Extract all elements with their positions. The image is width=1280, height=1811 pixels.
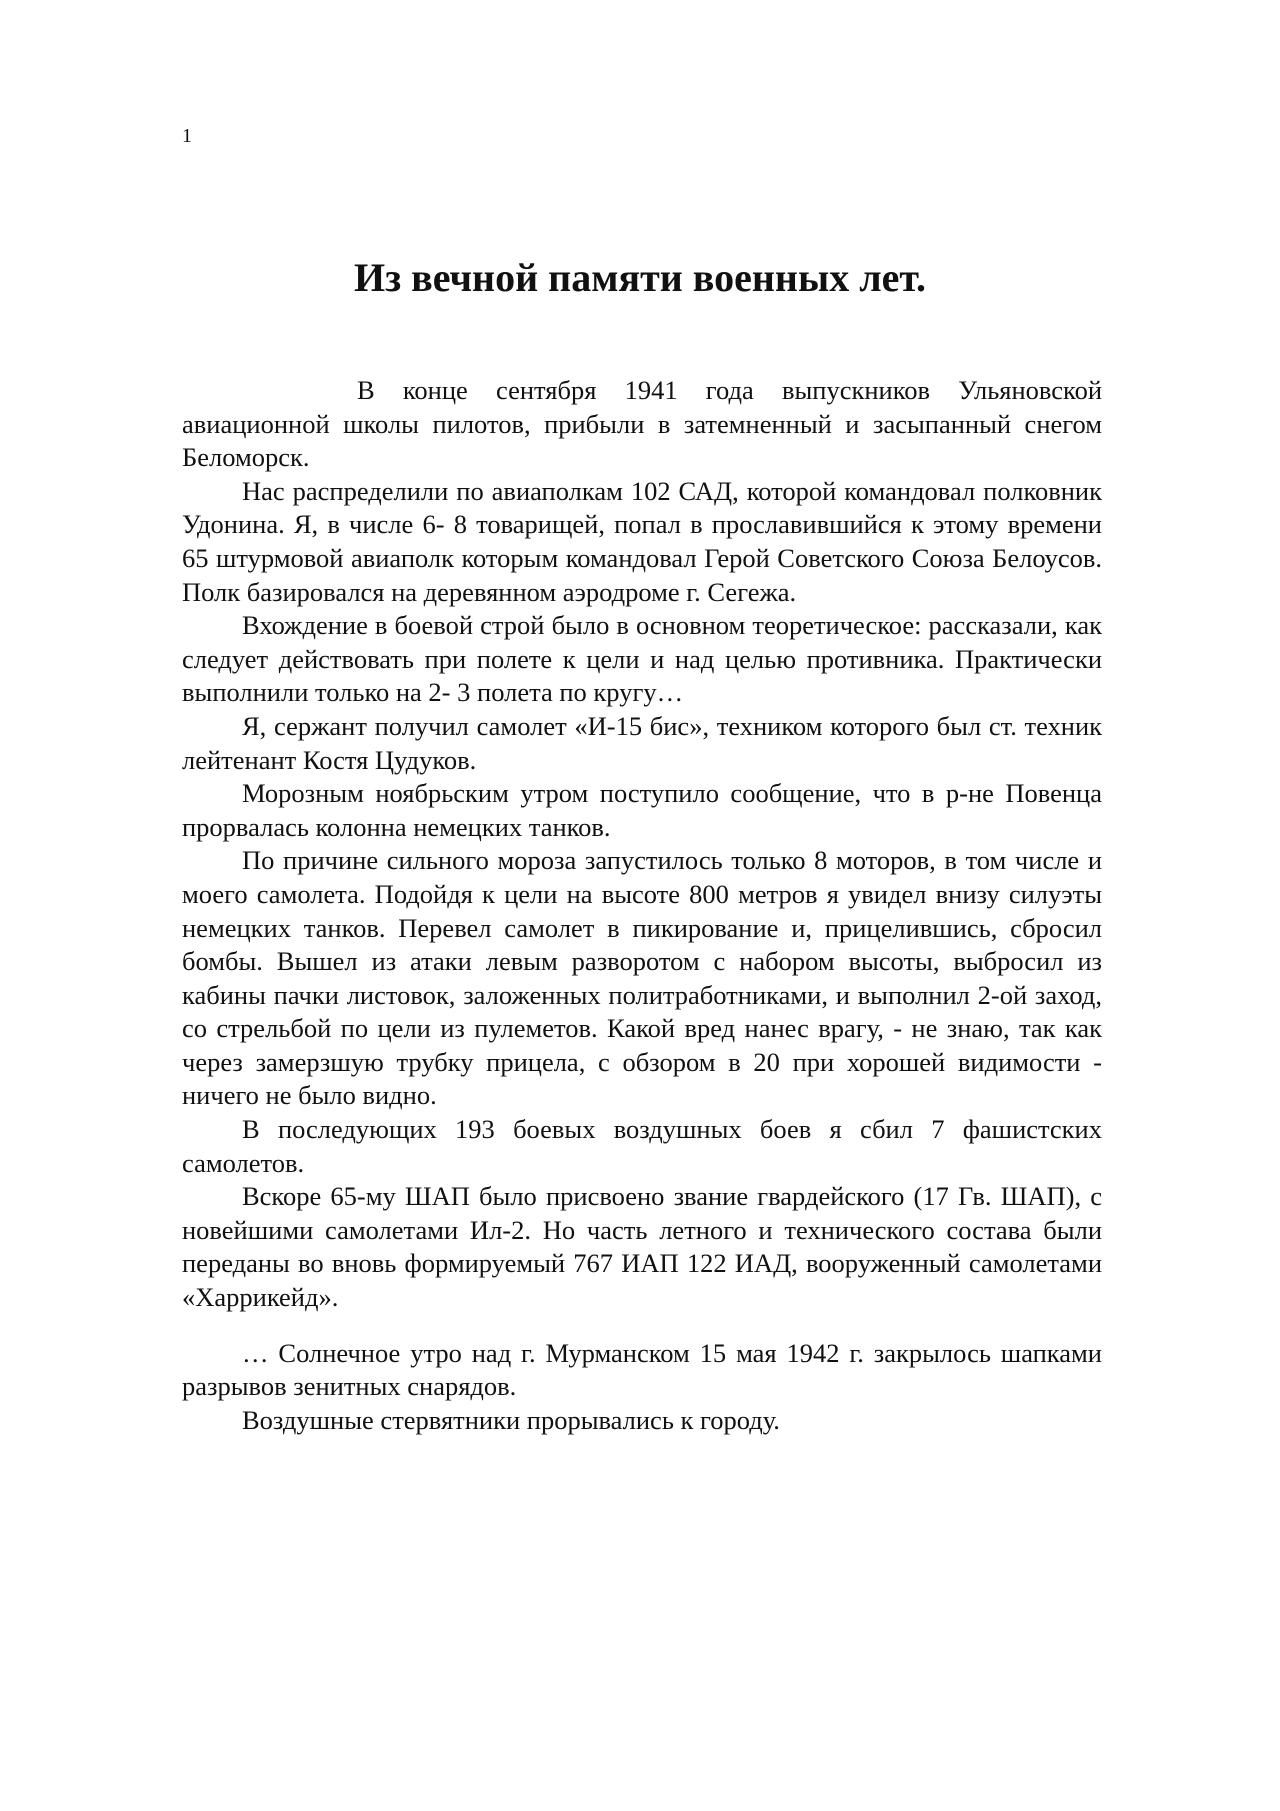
paragraph: Я, сержант получил самолет «И-15 бис», техником которого был ст. техник лейтенант Костя Цудуков. bbox=[182, 710, 1102, 775]
paragraph: Морозным ноябрьским утром поступило сообщение, что в р-не Повенца прорвалась колонна немецких танков. bbox=[182, 778, 1102, 842]
paragraph: Воздушные стервятники прорывались к городу. bbox=[242, 1404, 780, 1435]
paragraph: … Солнечное утро над г. Мурманском 15 мая 1942 г. закрылось шапками разрывов зенитных снарядов. bbox=[182, 1337, 1102, 1402]
paragraph: Нас распределили по авиаполкам 102 САД, которой командовал полковник Удонина. Я, в числе 6- 8 товарищей, попал в прославившийся к этому времени 65 штурмовой авиаполк которым командовал Герой Советского Союза Белоусов. Полк базировался на деревянном аэродроме г. Сегежа. bbox=[182, 475, 1102, 607]
paragraph: По причине сильного мороза запустилось только 8 моторов, в том числе и моего самолета. Подойдя к цели на высоте 800 метров я увидел внизу силуэты немецких танков. Перевел самолет в пикирование и, прицелившись, сбросил бомбы. Вышел из атаки левым разворотом с набором высоты, выбросил из кабины пачки листовок, заложенных политработниками, и выполнил 2-ой заход, со стрельбой по цели из пулеметов. Какой вред нанес врагу, - не знаю, так как через замерзшую трубку прицела, с обзором в 20 при хорошей видимости - ничего не было видно. bbox=[182, 845, 1102, 1111]
document-title: Из вечной памяти военных лет. bbox=[353, 255, 927, 300]
paragraph: В конце сентября 1941 года выпускников Ульяновской авиационной школы пилотов, прибыли в затемненный и засыпанный снегом Беломорск. bbox=[182, 375, 1102, 473]
page-number: 1 bbox=[182, 125, 192, 147]
paragraph: Вскоре 65-му ШАП было присвоено звание гвардейского (17 Гв. ШАП), с новейшими самолетами Ил-2. Но часть летного и технического состава были переданы во вновь формируемый 767 ИАП 122 ИАД, вооруженный самолетами «Харрикейд». bbox=[182, 1181, 1102, 1313]
document-body bbox=[182, 374, 1102, 1437]
paragraph: Вхождение в боевой строй было в основном теоретическое: рассказали, как следует действовать при полете к цели и над целью противника. Практически выполнили только на 2- 3 полета по кругу… bbox=[182, 610, 1102, 708]
paragraph: В последующих 193 боевых воздушных боев я сбил 7 фашистских самолетов. bbox=[182, 1114, 1102, 1178]
